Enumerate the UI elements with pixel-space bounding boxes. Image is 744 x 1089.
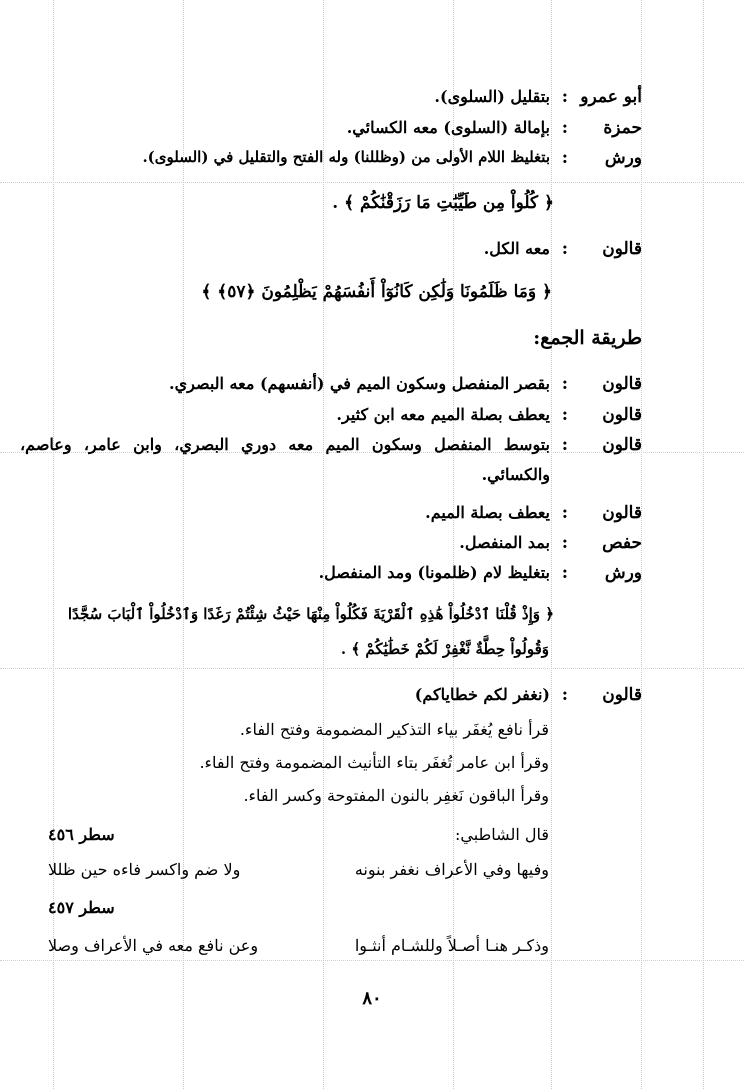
reader-name: حفص xyxy=(602,533,642,553)
reading-text: بقصر المنفصل وسكون الميم في (أنفسهم) معه البصري. xyxy=(169,374,550,393)
line-number-label: سطر ٤٥٦ xyxy=(48,825,115,844)
scan-line xyxy=(0,668,744,669)
separator: : xyxy=(561,148,568,168)
reading-text: (نغفر لكم خطاياكم) xyxy=(414,685,550,704)
reader-name: ورش xyxy=(604,148,642,168)
reader-name: أبو عمرو xyxy=(580,87,642,107)
reader-name: قالون xyxy=(602,374,642,394)
quran-verse-line: وَقُولُواْ حِطَّةٌ نَّغْفِرْ لَكُمْ خَطَٰيَٰكُمْ ﴾ . xyxy=(340,640,549,658)
separator: : xyxy=(561,374,568,394)
verse-second-half: وعن نافع معه في الأعراف وصلا xyxy=(48,936,259,955)
scan-line xyxy=(0,960,744,961)
line-number-label: سطر ٤٥٧ xyxy=(48,898,115,917)
quran-verse-line: ﴿ وَإِذْ قُلْنَا ٱدْخُلُواْ هَٰذِهِ ٱلْقَرْيَةَ فَكُلُواْ مِنْهَا حَيْثُ شِئْتُمْ رَغَدًا وَٱدْخُلُواْ ٱلْبَابَ سُجَّدًا xyxy=(67,605,554,623)
scan-line xyxy=(703,0,704,1089)
reading-row xyxy=(20,118,642,148)
reader-name: قالون xyxy=(602,685,642,705)
shatibi-label: قال الشاطبي: xyxy=(455,825,549,844)
separator: : xyxy=(561,118,568,138)
reading-text: يعطف بصلة الميم معه ابن كثير. xyxy=(336,405,550,424)
separator: : xyxy=(561,405,568,425)
reading-text: بمد المنفصل. xyxy=(459,533,550,552)
reading-row xyxy=(20,435,642,497)
quran-verse: ﴿ كُلُواْ مِن طَيِّبَٰتِ مَا رَزَقْنَٰكُمْ ﴾ . xyxy=(332,193,554,213)
reading-text: بتغليظ اللام الأولى من (وظللنا) وله الفتح والتقليل في (السلوى). xyxy=(142,148,550,166)
reader-name: حمزة xyxy=(603,118,642,138)
reading-text: بتقليل (السلوى). xyxy=(434,87,550,106)
reading-row xyxy=(20,374,642,404)
separator: : xyxy=(561,239,568,259)
reader-name: قالون xyxy=(602,239,642,259)
reading-row xyxy=(20,533,642,563)
separator: : xyxy=(561,503,568,523)
page-number: ٨٠ xyxy=(362,988,382,1009)
section-heading: طريقة الجمع: xyxy=(533,327,642,349)
verse-first-half: وذكـر هنـا أصـلاً وللشـام أنثـوا xyxy=(354,936,549,955)
separator: : xyxy=(561,685,568,705)
verse-second-half: ولا ضم واكسر فاءه حين ظللا xyxy=(48,860,241,879)
reader-name: قالون xyxy=(602,435,642,455)
reader-name: قالون xyxy=(602,503,642,523)
reading-text: يعطف بصلة الميم. xyxy=(425,503,550,522)
reader-name: قالون xyxy=(602,405,642,425)
reading-row xyxy=(20,563,642,593)
reader-name: ورش xyxy=(604,563,642,583)
reading-row xyxy=(20,148,642,178)
quran-verse: ﴿ وَمَا ظَلَمُونَا وَلَٰكِن كَانُوٓاْ أَنفُسَهُمْ يَظْلِمُونَ ﴿٥٧﴾ ﴾ xyxy=(201,282,552,302)
verse-first-half: وفيها وفي الأعراف نغفر بنونه xyxy=(354,860,549,879)
separator: : xyxy=(561,435,568,455)
reading-text: بإمالة (السلوى) معه الكسائي. xyxy=(346,118,550,137)
reading-note: قرأ نافع يُغفَر بياء التذكير المضمومة وفتح الفاء. xyxy=(239,720,549,739)
reading-text: معه الكل. xyxy=(483,239,550,258)
reading-row xyxy=(20,239,642,269)
reading-note: وقرأ ابن عامر تُغفَر بتاء التأنيث المضمومة وفتح الفاء. xyxy=(199,753,549,772)
reading-row xyxy=(20,685,642,715)
scan-line xyxy=(0,182,744,183)
separator: : xyxy=(561,87,568,107)
reading-row xyxy=(20,503,642,533)
separator: : xyxy=(561,563,568,583)
reading-note: وقرأ الباقون نَغفِر بالنون المفتوحة وكسر الفاء. xyxy=(243,786,549,805)
separator: : xyxy=(561,533,568,553)
reading-row xyxy=(20,87,642,117)
reading-text: بتوسط المنفصل وسكون الميم معه دوري البصري، وابن عامر، وعاصم، والكسائي. xyxy=(20,435,550,484)
reading-text: بتغليظ لام (ظلمونا) ومد المنفصل. xyxy=(318,563,550,582)
